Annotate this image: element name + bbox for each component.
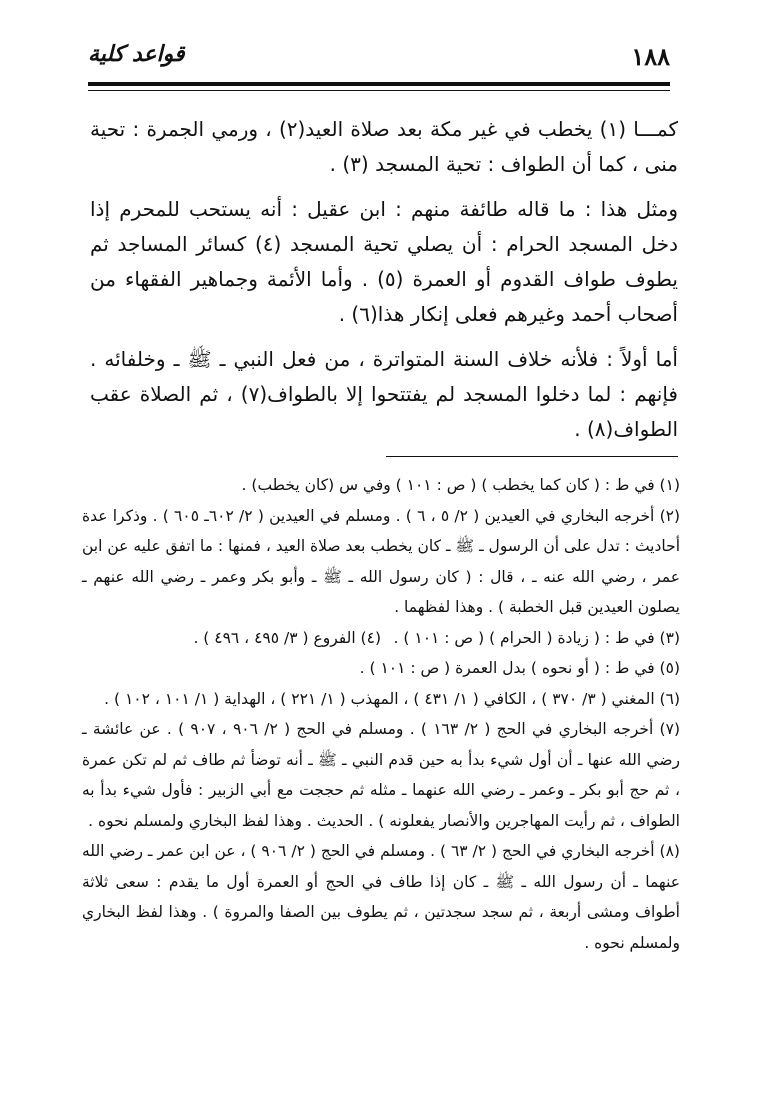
footnote-8: (٨) أخرجه البخاري في الحج ( ٢/ ٦٣ ) . ومسلم في الحج ( ٢/ ٩٠٦ ) ، عن ابن عمر ـ رضي الله عنهما ـ أن رسول الله ـ ﷺ ـ كان إذا طاف في الحج أو العمرة أول ما يقدم : سعى ثلاثة أطواف ومشى أربعة ، ثم سجد سجدتين ، ثم يطوف بين الصفا والمروة ) . وهذا لفظ البخاري ولمسلم نحوه . — [82, 842, 680, 952]
footnote-separator — [386, 456, 678, 457]
footnotes — [82, 470, 680, 958]
page-number: ١٨٨ — [631, 42, 670, 71]
footnote-5: (٥) في ط : ( أو نحوه ) بدل العمرة ( ص : ١٠١ ) . — [359, 659, 680, 677]
page-header — [88, 40, 670, 74]
footnote-2: (٢) أخرجه البخاري في العيدين ( ٢/ ٥ ، ٦ ) . ومسلم في العيدين ( ٢/ ٦٠٢ـ ٦٠٥ ) . وذكرا عدة أحاديث : تدل على أن الرسول ـ ﷺ ـ كان يخطب بعد صلاة العيد ، فمنها : ما اتفق عليه عن ابن عمر ، رضي الله عنه ـ ، قال : ( كان رسول الله ـ ﷺ ـ وأبو بكر وعمر ـ رضي الله عنهم ـ يصلون العيدين قبل الخطبة ) . وهذا لفظهما . — [82, 506, 681, 616]
main-paragraph-3: أما أولاً : فلأنه خلاف السنة المتواترة ، من فعل النبي ـ ﷺ ـ وخلفائه . فإنهم : لما دخلوا المسجد لم يفتتحوا إلا بالطواف(٧) ، ثم الصلاة عقب الطواف(٨) . — [90, 347, 678, 441]
main-text — [90, 112, 678, 451]
footnote-row-3-4 — [82, 623, 680, 654]
footnote-6: (٦) المغني ( ٣/ ٣٧٠ ) ، الكافي ( ١/ ٤٣١ ) ، المهذب ( ١/ ٢٢١ ) ، الهداية ( ١/ ١٠١ ، ١٠٢ ) . — [104, 689, 680, 708]
footnote-3: (٣) في ط : ( زيادة ( الحرام ) ( ص : ١٠١ ) . — [393, 628, 680, 647]
main-paragraph-1: كمـــا (١) يخطب في غير مكة بعد صلاة العيد(٢) ، ورمي الجمرة : تحية منى ، كما أن الطواف : تحية المسجد (٣) . — [90, 117, 678, 176]
header-rule-thin — [88, 90, 670, 91]
main-paragraph-2: ومثل هذا : ما قاله طائفة منهم : ابن عقيل : أنه يستحب للمحرم إذا دخل المسجد الحرام : أن يصلي تحية المسجد (٤) كسائر المساجد ثم يطوف طواف القدوم أو العمرة (٥) . وأما الأئمة وجماهير الفقهاء من أصحاب أحمد وغيرهم فعلى إنكار هذا(٦) . — [90, 197, 678, 326]
footnote-4: (٤) الفروع ( ٣/ ٤٩٥ ، ٤٩٦ ) . — [193, 628, 381, 647]
footnote-7: (٧) أخرجه البخاري في الحج ( ٢/ ١٦٣ ) . ومسلم في الحج ( ٢/ ٩٠٦ ، ٩٠٧ ) . عن عائشة ـ رضي الله عنها ـ أن أول شيء بدأ به حين قدم النبي ـ ﷺ ـ أنه توضأ ثم طاف ثم لم تكن عمرة ، ثم حج أبو بكر ـ وعمر ـ رضي الله عنهما ـ مثله ثم حججت مع أبي الزبير : فأول شيء بدأ به الطواف ، ثم رأيت المهاجرين والأنصار يفعلونه ) . الحديث . وهذا لفظ البخاري ولمسلم نحوه . — [82, 720, 680, 830]
footnote-1: (١) في ط : ( كان كما يخطب ) ( ص : ١٠١ ) وفي س (كان يخطب) . — [241, 476, 680, 494]
running-title: قواعد كلية — [88, 42, 185, 67]
header-rule-thick — [88, 82, 670, 86]
